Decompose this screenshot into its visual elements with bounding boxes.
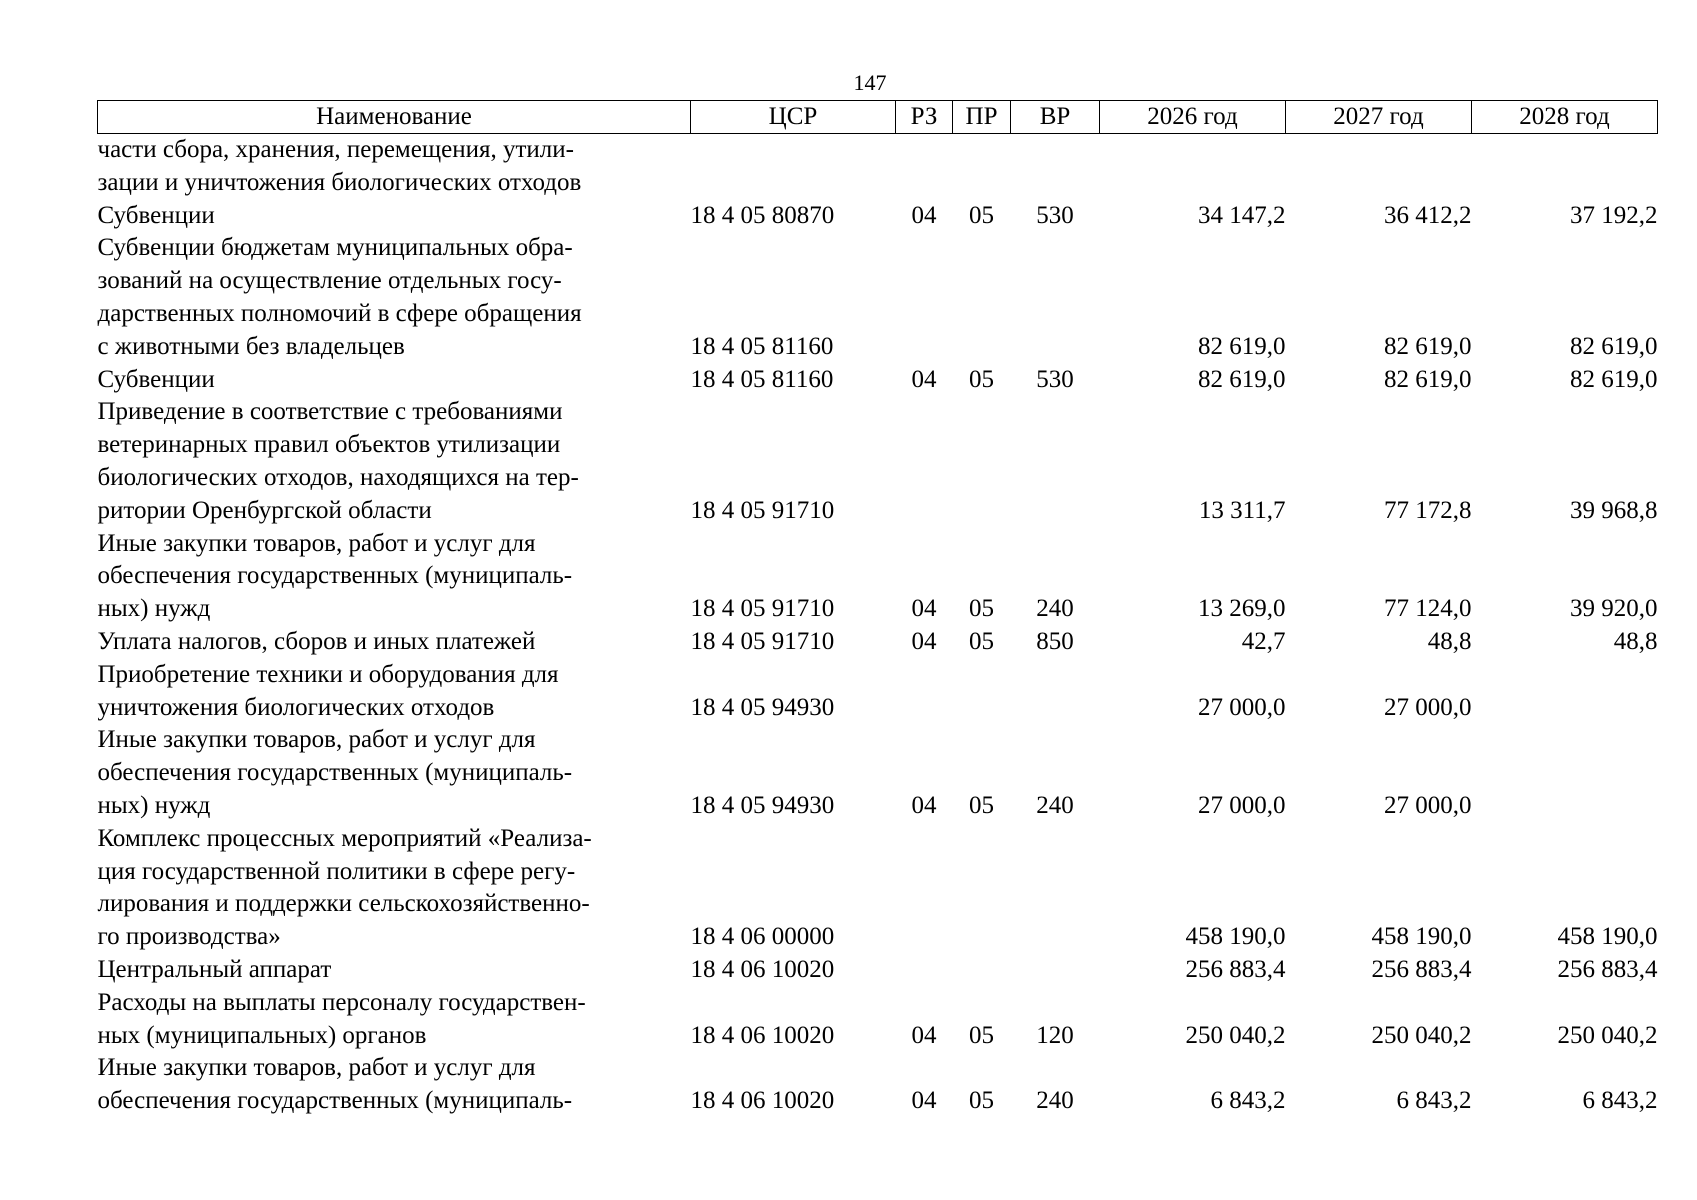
row-2026-cell: 34 147,2 — [1198, 201, 1286, 229]
row-name-line: Субвенции — [97, 365, 215, 393]
row-2026-cell: 13 311,7 — [1198, 496, 1286, 524]
row-pr-cell — [953, 659, 1011, 725]
row-pr-cell: 05 — [969, 201, 994, 229]
row-2027-cell: 250 040,2 — [1371, 1021, 1472, 1049]
row-csr-cell: 18 4 05 94930 — [690, 791, 835, 819]
row-name-cell — [98, 626, 691, 659]
row-2027-cell: 82 619,0 — [1384, 365, 1472, 393]
row-csr-cell: 18 4 06 10020 — [690, 1087, 835, 1115]
row-name-line: уничтожения биологических отходов — [97, 693, 495, 721]
row-2026-cell: 250 040,2 — [1185, 1021, 1286, 1049]
row-rz-cell: 04 — [911, 365, 937, 393]
row-name-line: лирования и поддержки сельскохозяйственно- — [97, 890, 590, 918]
page-number: 147 — [853, 70, 887, 95]
row-vr-cell — [1011, 134, 1100, 200]
table-body — [98, 134, 1658, 1118]
row-2028-cell: 458 190,0 — [1557, 923, 1658, 951]
row-2028-cell: 6 843,2 — [1582, 1087, 1658, 1115]
row-vr-cell: 530 — [1036, 365, 1074, 393]
row-pr-cell: 05 — [969, 365, 994, 393]
table-row — [98, 823, 1658, 954]
row-rz-cell: 04 — [911, 1021, 937, 1049]
row-2027-cell: 77 172,8 — [1384, 496, 1472, 524]
budget-table — [97, 100, 1658, 1118]
row-name-cell — [98, 987, 691, 1053]
header-pr: ПР — [953, 101, 1011, 134]
table-row — [98, 1052, 1658, 1118]
row-name-cell — [98, 954, 691, 987]
row-vr-cell: 850 — [1036, 627, 1074, 655]
row-2027-cell: 77 124,0 — [1384, 595, 1472, 623]
row-vr-cell — [1011, 396, 1100, 527]
row-csr-cell: 18 4 05 91710 — [690, 496, 835, 524]
row-rz-cell: 04 — [911, 791, 937, 819]
row-name-cell — [98, 200, 691, 233]
row-rz-cell — [896, 134, 953, 200]
row-name-line: Приведение в соответствие с требованиями — [97, 398, 563, 426]
table-row — [98, 987, 1658, 1053]
row-name-line: обеспечения государственных (муниципаль- — [97, 1087, 573, 1115]
table-row — [98, 396, 1658, 527]
row-2028-cell — [1472, 724, 1658, 822]
row-vr-cell — [1011, 823, 1100, 954]
row-csr-cell: 18 4 05 81160 — [690, 332, 834, 360]
row-2028-cell: 256 883,4 — [1557, 955, 1658, 983]
row-csr-cell: 18 4 05 91710 — [690, 595, 835, 623]
row-vr-cell — [1011, 954, 1100, 987]
row-name-cell — [98, 364, 691, 397]
row-2026-cell: 458 190,0 — [1185, 923, 1286, 951]
row-pr-cell: 05 — [969, 1021, 994, 1049]
row-name-line: части сбора, хранения, перемещения, утили- — [97, 136, 574, 163]
header-rz: РЗ — [896, 101, 953, 134]
row-2028-cell: 39 920,0 — [1570, 595, 1658, 623]
row-name-line: дарственных полномочий в сфере обращения — [97, 299, 582, 327]
row-rz-cell: 04 — [911, 595, 937, 623]
row-name-line: ция государственной политики в сфере регу- — [97, 857, 576, 885]
row-2027-cell: 458 190,0 — [1371, 923, 1472, 951]
row-name-line: Субвенции бюджетам муниципальных обра- — [97, 234, 573, 262]
row-rz-cell — [896, 954, 953, 987]
row-vr-cell: 240 — [1036, 595, 1074, 623]
row-name-line: Расходы на выплаты персоналу государствен- — [97, 988, 586, 1016]
row-name-line: Комплекс процессных мероприятий «Реализа- — [97, 824, 592, 852]
table-header-row — [98, 101, 1658, 134]
row-2026-cell: 82 619,0 — [1198, 365, 1286, 393]
row-name-line: ных) нужд — [97, 791, 211, 819]
row-pr-cell: 05 — [969, 791, 994, 819]
row-pr-cell: 05 — [969, 627, 994, 655]
row-name-line: Уплата налогов, сборов и иных платежей — [97, 627, 536, 655]
row-2026-cell: 13 269,0 — [1198, 595, 1286, 623]
row-rz-cell — [896, 232, 953, 363]
table-row — [98, 232, 1658, 363]
row-name-line: биологических отходов, находящихся на тер- — [97, 463, 579, 491]
row-pr-cell — [953, 232, 1011, 363]
row-name-cell — [98, 1052, 691, 1118]
header-2028: 2028 год — [1472, 101, 1658, 134]
row-rz-cell: 04 — [911, 1087, 937, 1115]
row-2027-cell: 256 883,4 — [1371, 955, 1472, 983]
row-2026-cell: 42,7 — [1241, 627, 1286, 655]
row-2026-cell: 82 619,0 — [1198, 332, 1286, 360]
row-name-line: Иные закупки товаров, работ и услуг для — [97, 529, 536, 557]
row-2026-cell: 256 883,4 — [1185, 955, 1286, 983]
row-name-line: Приобретение техники и оборудования для — [97, 660, 559, 688]
row-csr-cell: 18 4 06 10020 — [690, 955, 835, 983]
row-pr-cell: 05 — [969, 595, 994, 623]
row-2028-cell: 82 619,0 — [1570, 332, 1658, 360]
row-2028-cell: 37 192,2 — [1570, 201, 1658, 229]
row-pr-cell: 05 — [969, 1087, 994, 1115]
row-2028-cell: 39 968,8 — [1570, 496, 1658, 524]
row-vr-cell: 530 — [1036, 201, 1074, 229]
header-name: Наименование — [98, 101, 691, 134]
table-row — [98, 659, 1658, 725]
row-2027-cell — [1286, 134, 1472, 200]
row-name-line: зации и уничтожения биологических отходов — [97, 168, 582, 196]
row-name-cell — [98, 232, 691, 363]
table-row — [98, 626, 1658, 659]
row-name-line: обеспечения государственных (муниципаль- — [97, 562, 573, 590]
row-csr-cell: 18 4 05 91710 — [690, 627, 835, 655]
row-2028-cell: 48,8 — [1613, 627, 1658, 655]
row-2026-cell: 27 000,0 — [1198, 693, 1286, 721]
row-vr-cell: 240 — [1036, 1087, 1074, 1115]
row-2027-cell: 48,8 — [1427, 627, 1472, 655]
header-csr: ЦСР — [691, 101, 896, 134]
row-2026-cell: 27 000,0 — [1198, 791, 1286, 819]
row-csr-cell: 18 4 05 94930 — [690, 693, 835, 721]
row-2027-cell: 27 000,0 — [1384, 791, 1472, 819]
row-2027-cell: 6 843,2 — [1396, 1087, 1472, 1115]
row-csr-cell — [691, 134, 896, 200]
row-name-line: ветеринарных правил объектов утилизации — [97, 431, 561, 459]
row-rz-cell — [896, 396, 953, 527]
row-csr-cell: 18 4 06 00000 — [690, 923, 835, 951]
row-name-line: зований на осуществление отдельных госу- — [97, 267, 562, 295]
row-name-line: ных (муниципальных) органов — [97, 1021, 427, 1049]
table-row — [98, 724, 1658, 822]
table-row — [98, 134, 1658, 200]
row-2026-cell: 6 843,2 — [1210, 1087, 1286, 1115]
row-name-cell — [98, 659, 691, 725]
row-2028-cell: 82 619,0 — [1570, 365, 1658, 393]
row-name-line: го производства» — [97, 923, 281, 951]
row-pr-cell — [953, 823, 1011, 954]
row-2028-cell: 250 040,2 — [1557, 1021, 1658, 1049]
row-name-cell — [98, 823, 691, 954]
row-csr-cell: 18 4 05 81160 — [690, 365, 834, 393]
row-name-line: Иные закупки товаров, работ и услуг для — [97, 726, 536, 754]
header-2026: 2026 год — [1100, 101, 1286, 134]
row-name-cell — [98, 528, 691, 626]
row-2028-cell — [1472, 659, 1658, 725]
row-2027-cell: 82 619,0 — [1384, 332, 1472, 360]
row-name-cell — [98, 396, 691, 527]
row-rz-cell: 04 — [911, 201, 937, 229]
row-vr-cell: 120 — [1036, 1021, 1074, 1049]
row-name-line: Центральный аппарат — [97, 955, 332, 983]
table-row — [98, 954, 1658, 987]
table-row — [98, 528, 1658, 626]
header-2027: 2027 год — [1286, 101, 1472, 134]
row-pr-cell — [953, 396, 1011, 527]
row-2027-cell: 27 000,0 — [1384, 693, 1472, 721]
row-pr-cell — [953, 954, 1011, 987]
row-csr-cell: 18 4 06 10020 — [690, 1021, 835, 1049]
row-vr-cell — [1011, 232, 1100, 363]
row-name-line: Иные закупки товаров, работ и услуг для — [97, 1054, 536, 1082]
row-2028-cell — [1472, 134, 1658, 200]
row-2026-cell — [1100, 134, 1286, 200]
row-name-cell — [98, 134, 691, 200]
row-name-line: с животными без владельцев — [97, 332, 405, 360]
row-name-line: ритории Оренбургской области — [97, 496, 432, 524]
row-2027-cell: 36 412,2 — [1384, 201, 1472, 229]
table-row — [98, 200, 1658, 233]
header-vr: ВР — [1011, 101, 1100, 134]
row-rz-cell: 04 — [911, 627, 937, 655]
row-name-cell — [98, 724, 691, 822]
row-rz-cell — [896, 823, 953, 954]
row-vr-cell: 240 — [1036, 791, 1074, 819]
row-name-line: ных) нужд — [97, 595, 211, 623]
row-csr-cell: 18 4 05 80870 — [690, 201, 835, 229]
row-name-line: Субвенции — [97, 201, 215, 229]
row-vr-cell — [1011, 659, 1100, 725]
row-pr-cell — [953, 134, 1011, 200]
table-row — [98, 364, 1658, 397]
row-rz-cell — [896, 659, 953, 725]
row-name-line: обеспечения государственных (муниципаль- — [97, 759, 573, 787]
